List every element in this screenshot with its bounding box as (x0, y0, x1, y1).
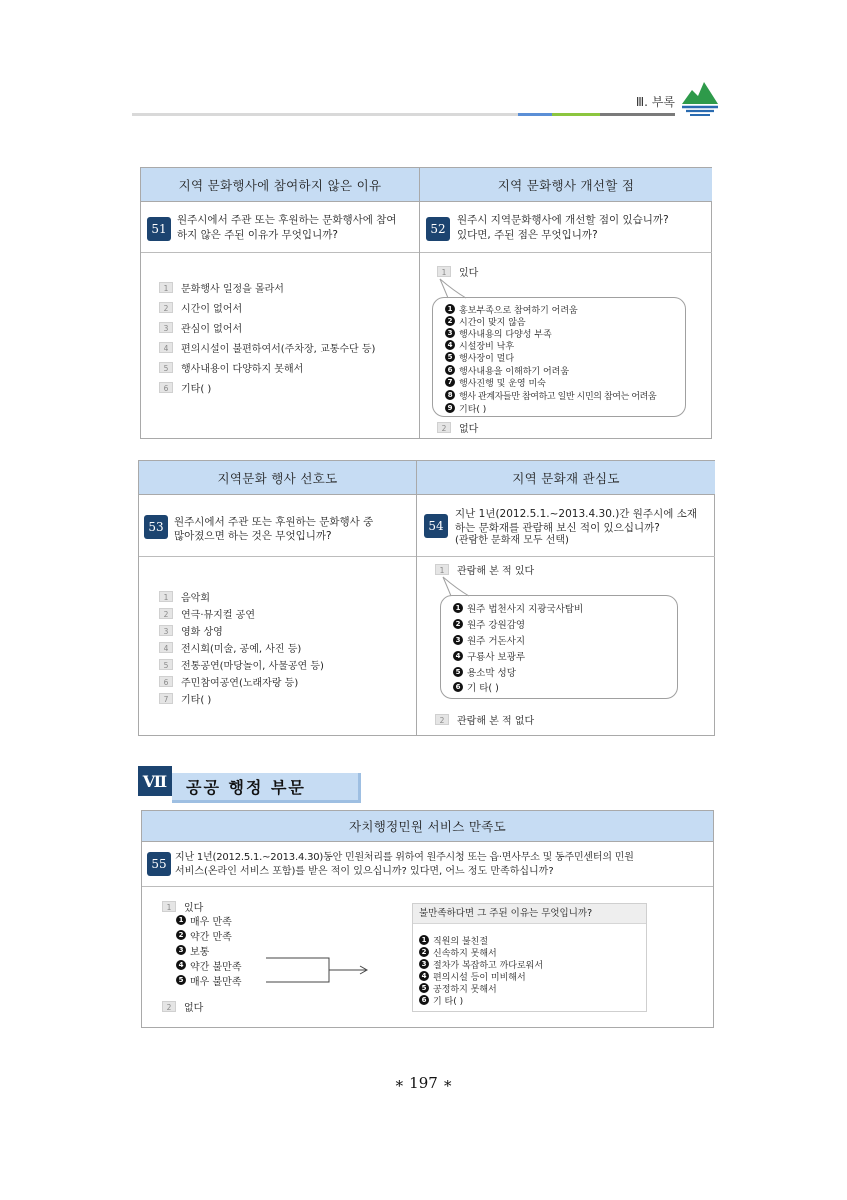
question-number-53: 53 (144, 515, 168, 539)
q52-option-no[interactable]: 2 없다 (437, 420, 478, 434)
question-54-line1: 지난 1년(2012.5.1.~2013.4.30.)간 원주시에 소재 (455, 508, 697, 520)
question-number-52: 52 (426, 217, 450, 241)
question-51-line1: 원주시에서 주관 또는 후원하는 문화행사에 참여 (177, 214, 397, 226)
reason-option[interactable]: 6 기 타( ) (419, 994, 463, 1006)
q53-option[interactable]: 3 영화 상영 (159, 623, 223, 637)
header-rule (132, 113, 518, 116)
box2-left-header: 지역문화 행사 선호도 (139, 461, 416, 495)
q54-sub-option[interactable]: 1 원주 법천사지 지광국사탑비 (453, 602, 583, 614)
question-55-line1: 지난 1년(2012.5.1.~2013.4.30)동안 민원처리를 위하여 원주시청 또는 읍·면사무소 및 동주민센터의 민원 (175, 852, 634, 863)
q51-option[interactable]: 5 행사내용이 다양하지 못해서 (159, 360, 303, 374)
q52-sub-option[interactable]: 7 행사진행 및 운영 미숙 (445, 376, 546, 388)
q53-option[interactable]: 2 연극·뮤지컬 공연 (159, 606, 255, 620)
question-53-line1: 원주시에서 주관 또는 후원하는 문화행사 중 (174, 516, 374, 528)
q52-sub-option[interactable]: 4 시설장비 낙후 (445, 339, 514, 351)
q52-sub-option[interactable]: 1 홍보부족으로 참여하기 어려움 (445, 303, 578, 315)
bracket-arrow-icon (266, 950, 372, 992)
q52-option-yes[interactable]: 1 있다 (437, 264, 478, 278)
q54-sub-option[interactable]: 2 원주 강원감영 (453, 618, 525, 630)
reason-option[interactable]: 4 편의시설 등이 미비해서 (419, 970, 526, 982)
section-badge: Ⅶ (138, 766, 172, 796)
question-52-line2: 있다면, 주된 점은 무엇입니까? (457, 229, 598, 241)
q51-option[interactable]: 6 기타( ) (159, 380, 211, 394)
reason-option[interactable]: 1 직원의 불친절 (419, 934, 488, 946)
section-heading: 공공 행정 부문 (172, 773, 361, 803)
bubble-pointer (436, 277, 476, 301)
q52-sub-option[interactable]: 6 행사내용을 이해하기 어려움 (445, 364, 569, 376)
survey-box-1 (140, 167, 712, 439)
q52-sub-option[interactable]: 2 시간이 맞지 않음 (445, 315, 526, 327)
question-54-line3: (관람한 문화재 모두 선택) (455, 535, 569, 546)
question-54-line2: 하는 문화재를 관람해 보신 적이 있으십니까? (455, 522, 660, 534)
q53-option[interactable]: 5 전통공연(마당놀이, 사물공연 등) (159, 657, 324, 671)
mountain-logo-icon (680, 78, 720, 120)
reason-option[interactable]: 5 공정하지 못해서 (419, 982, 497, 994)
column-divider (416, 461, 417, 735)
q52-sub-option[interactable]: 8 행사 관계자들만 참여하고 일반 시민의 참여는 어려움 (445, 389, 656, 401)
survey-box-2 (138, 460, 715, 736)
row-divider (139, 556, 416, 557)
q52-sub-option[interactable]: 5 행사장이 멀다 (445, 351, 514, 363)
q54-sub-option[interactable]: 5 용소막 성당 (453, 666, 516, 678)
reason-option[interactable]: 2 신속하지 못해서 (419, 946, 497, 958)
q51-option[interactable]: 4 편의시설이 불편하여서(주차장, 교통수단 등) (159, 340, 375, 354)
box1-right-header: 지역 문화행사 개선할 점 (420, 168, 712, 202)
q53-option[interactable]: 7 기타( ) (159, 691, 211, 705)
question-55-line2: 서비스(온라인 서비스 포함)를 받은 적이 있으십니까? 있다면, 어느 정도 만족하십니까? (175, 866, 554, 877)
question-number-55: 55 (147, 852, 171, 876)
box1-left-header: 지역 문화행사에 참여하지 않은 이유 (141, 168, 419, 202)
question-52-line1: 원주시 지역문화행사에 개선할 점이 있습니까? (457, 214, 669, 226)
q54-sub-option[interactable]: 3 원주 거돈사지 (453, 634, 525, 646)
q54-sub-option[interactable]: 4 구룡사 보광루 (453, 650, 525, 662)
question-53-line2: 많아졌으면 하는 것은 무엇입니까? (174, 530, 332, 542)
q52-sub-option[interactable]: 3 행사내용의 다양성 부족 (445, 327, 552, 339)
reason-panel-title: 불만족하다면 그 주된 이유는 무엇입니까? (413, 904, 646, 924)
box2-right-header: 지역 문화재 관심도 (417, 461, 715, 495)
q54-option-no[interactable]: 2 관람해 본 적 없다 (435, 712, 534, 726)
q54-sub-option[interactable]: 6 기 타( ) (453, 681, 499, 693)
survey-box-3 (141, 810, 714, 1028)
box3-header: 자치행정민원 서비스 만족도 (142, 811, 713, 842)
q53-option[interactable]: 6 주민참여공연(노래자랑 등) (159, 674, 298, 688)
row-divider (420, 252, 712, 253)
header-rule-blue (518, 113, 552, 116)
column-divider (419, 168, 420, 438)
row-divider (417, 556, 715, 557)
header-rule-gray (600, 113, 675, 116)
q53-option[interactable]: 4 전시회(미술, 공예, 사진 등) (159, 640, 301, 654)
q51-option[interactable]: 1 문화행사 일정을 몰라서 (159, 280, 284, 294)
q51-option[interactable]: 3 관심이 없어서 (159, 320, 242, 334)
q52-sub-option[interactable]: 9 기타( ) (445, 402, 486, 414)
q55-sub-option[interactable]: 3 보통 (176, 944, 209, 956)
reason-panel (412, 903, 647, 1012)
reason-option[interactable]: 3 절차가 복잡하고 까다로워서 (419, 958, 543, 970)
bubble-pointer (439, 575, 479, 599)
q55-option-yes[interactable]: 1 있다 (162, 899, 203, 913)
question-51-line2: 하지 않은 주된 이유가 무엇입니까? (177, 229, 338, 241)
q51-option[interactable]: 2 시간이 없어서 (159, 300, 242, 314)
q53-option[interactable]: 1 음악회 (159, 589, 210, 603)
row-divider (141, 252, 419, 253)
question-number-54: 54 (424, 514, 448, 538)
question-number-51: 51 (147, 217, 171, 241)
q55-sub-option[interactable]: 1 매우 만족 (176, 914, 232, 926)
q54-option-yes[interactable]: 1 관람해 본 적 있다 (435, 562, 534, 576)
row-divider (142, 886, 713, 887)
q55-sub-option[interactable]: 5 매우 불만족 (176, 974, 241, 986)
q55-sub-option[interactable]: 2 약간 만족 (176, 929, 232, 941)
q55-sub-option[interactable]: 4 약간 불만족 (176, 959, 241, 971)
section-title: Ⅲ. 부록 (635, 95, 675, 109)
q55-option-no[interactable]: 2 없다 (162, 999, 203, 1013)
header-rule-green (552, 113, 600, 116)
page-number: ∗ 197 ∗ (394, 1074, 453, 1092)
